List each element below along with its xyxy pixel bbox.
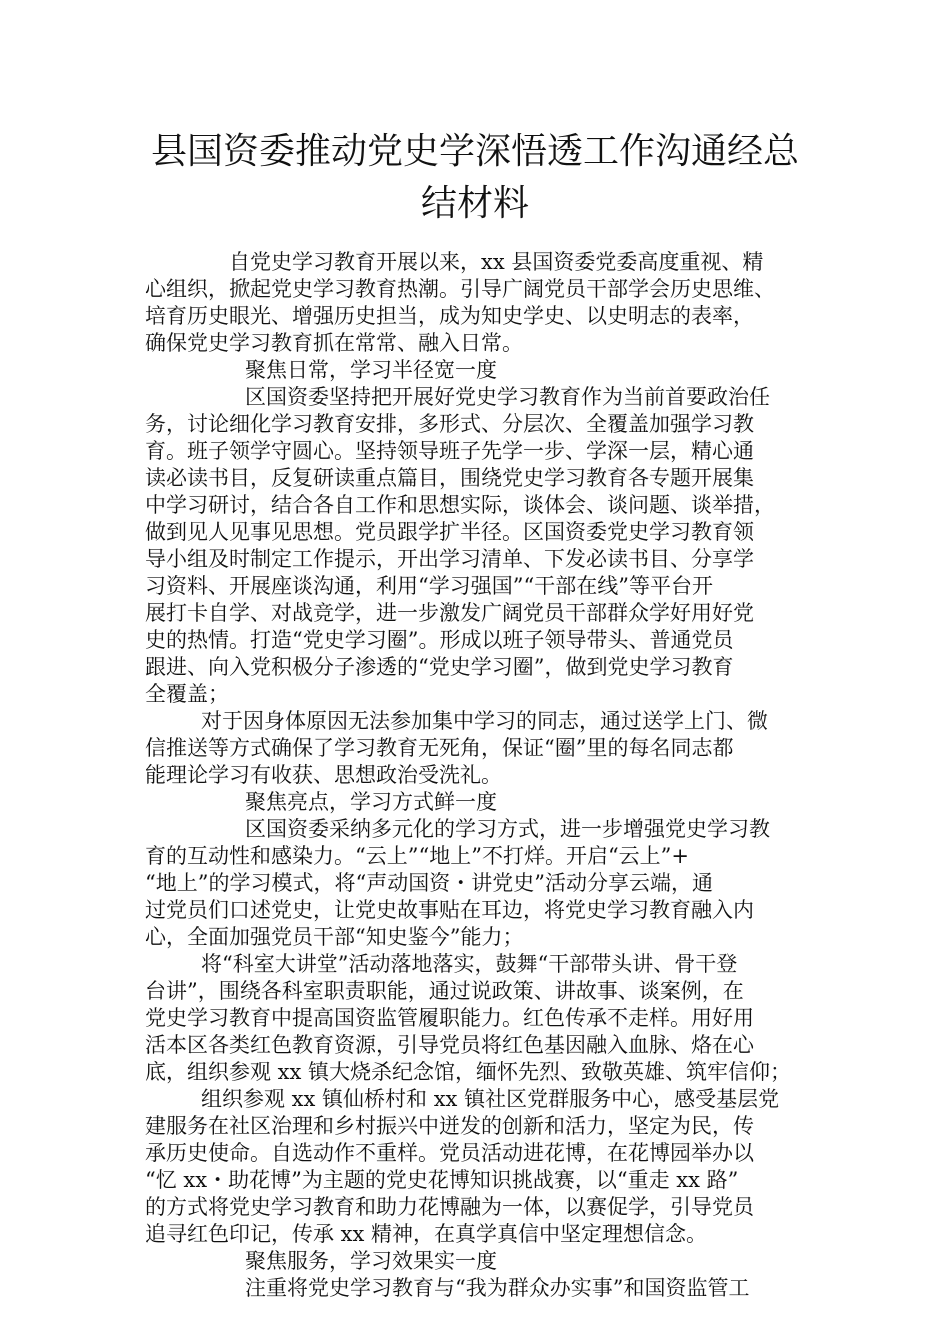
body-text-line: 心，全面加强党员干部“知史鉴今”能力； (145, 925, 524, 949)
body-text-line: 全覆盖； (145, 682, 229, 706)
body-text-line: 追寻红色印记，传承 xx 精神，在真学真信中坚定理想信念。 (145, 1222, 708, 1246)
body-text-line: 育。班子领学守圆心。坚持领导班子先学一步、学深一层，精心通 (145, 439, 754, 463)
body-text-line: 聚焦服务，学习效果实一度 (245, 1249, 497, 1273)
body-text-line: 自党史学习教育开展以来，xx 县国资委党委高度重视、精 (229, 250, 764, 274)
body-text-line: 组织参观 xx 镇仙桥村和 xx 镇社区党群服务中心，感受基层党 (201, 1087, 780, 1111)
body-text-line: 建服务在社区治理和乡村振兴中迸发的创新和活力，坚定为民，传 (145, 1114, 754, 1138)
body-text-line: 育的互动性和感染力。“云上”“地上”不打烊。开启“云上”+ (145, 844, 690, 868)
body-text-line: 心组织，掀起党史学习教育热潮。引导广阔党员干部学会历史思维、 (145, 277, 775, 301)
document-title-line-1: 县国资委推动党史学深悟透工作沟通经总 (150, 131, 799, 172)
body-text-line: 活本区各类红色教育资源，引导党员将红色基因融入血脉、烙在心 (145, 1033, 754, 1057)
body-text-line: 聚焦日常，学习半径宽一度 (245, 358, 497, 382)
body-text-line: “地上”的学习模式，将“声动国资・讲党史”活动分享云端，通 (145, 871, 713, 895)
body-text-line: 跟进、向入党积极分子渗透的“党史学习圈”，做到党史学习教育 (145, 655, 734, 679)
body-text-line: 承历史使命。自选动作不重样。党员活动进花博，在花博园举办以 (145, 1141, 754, 1165)
body-text-line: 导小组及时制定工作提示，开出学习清单、下发必读书目、分享学 (145, 547, 754, 571)
body-text-line: 史的热情。打造“党史学习圈”。形成以班子领导带头、普通党员 (145, 628, 734, 652)
body-text-line: 区国资委坚持把开展好党史学习教育作为当前首要政治任 (245, 385, 770, 409)
body-text-line: 注重将党史学习教育与“我为群众办实事”和国资监管工 (245, 1276, 750, 1300)
body-text-line: 过党员们口述党史，让党史故事贴在耳边，将党史学习教育融入内 (145, 898, 754, 922)
body-text-line: 培育历史眼光、增强历史担当，成为知史学史、以史明志的表率， (145, 304, 754, 328)
document-body (145, 249, 817, 1302)
body-text-line: 将“科室大讲堂”活动落地落实，鼓舞“干部带头讲、骨干登 (201, 952, 738, 976)
body-text-line: 读必读书目，反复研读重点篇目，围绕党史学习教育各专题开展集 (145, 466, 754, 490)
body-text-line: 台讲”，围绕各科室职责职能，通过说政策、讲故事、谈案例，在 (145, 979, 744, 1003)
body-text-line: 展打卡自学、对战竞学，进一步激发广阔党员干部群众学好用好党 (145, 601, 754, 625)
body-text-line: 习资料、开展座谈沟通，利用“学习强国”“干部在线”等平台开 (145, 574, 713, 598)
body-text-line: 务，讨论细化学习教育安排，多形式、分层次、全覆盖加强学习教 (145, 412, 754, 436)
body-text-line: 做到见人见事见思想。党员跟学扩半径。区国资委党史学习教育领 (145, 520, 754, 544)
document-title-line-2: 结材料 (420, 183, 529, 224)
body-text-line: 底，组织参观 xx 镇大烧杀纪念馆，缅怀先烈、致敬英雄、筑牢信仰； (145, 1060, 792, 1084)
body-text-line: 中学习研讨，结合各自工作和思想实际，谈体会、谈问题、谈举措， (145, 493, 775, 517)
body-text-line: 确保党史学习教育抓在常常、融入日常。 (145, 331, 523, 355)
body-text-line: 聚焦亮点，学习方式鲜一度 (245, 790, 497, 814)
body-text-line: 区国资委采纳多元化的学习方式，进一步增强党史学习教 (245, 817, 770, 841)
body-text-line: 能理论学习有收获、思想政治受洗礼。 (145, 763, 502, 787)
body-text-line: 党史学习教育中提高国资监管履职能力。红色传承不走样。用好用 (145, 1006, 754, 1030)
body-text-line: “忆 xx・助花博”为主题的党史花博知识挑战赛，以“重走 xx 路” (145, 1168, 739, 1192)
body-text-line: 对于因身体原因无法参加集中学习的同志，通过送学上门、微 (201, 709, 768, 733)
body-text-line: 的方式将党史学习教育和助力花博融为一体，以赛促学，引导党员 (145, 1195, 754, 1219)
body-text-line: 信推送等方式确保了学习教育无死角，保证“圈”里的每名同志都 (145, 736, 734, 760)
